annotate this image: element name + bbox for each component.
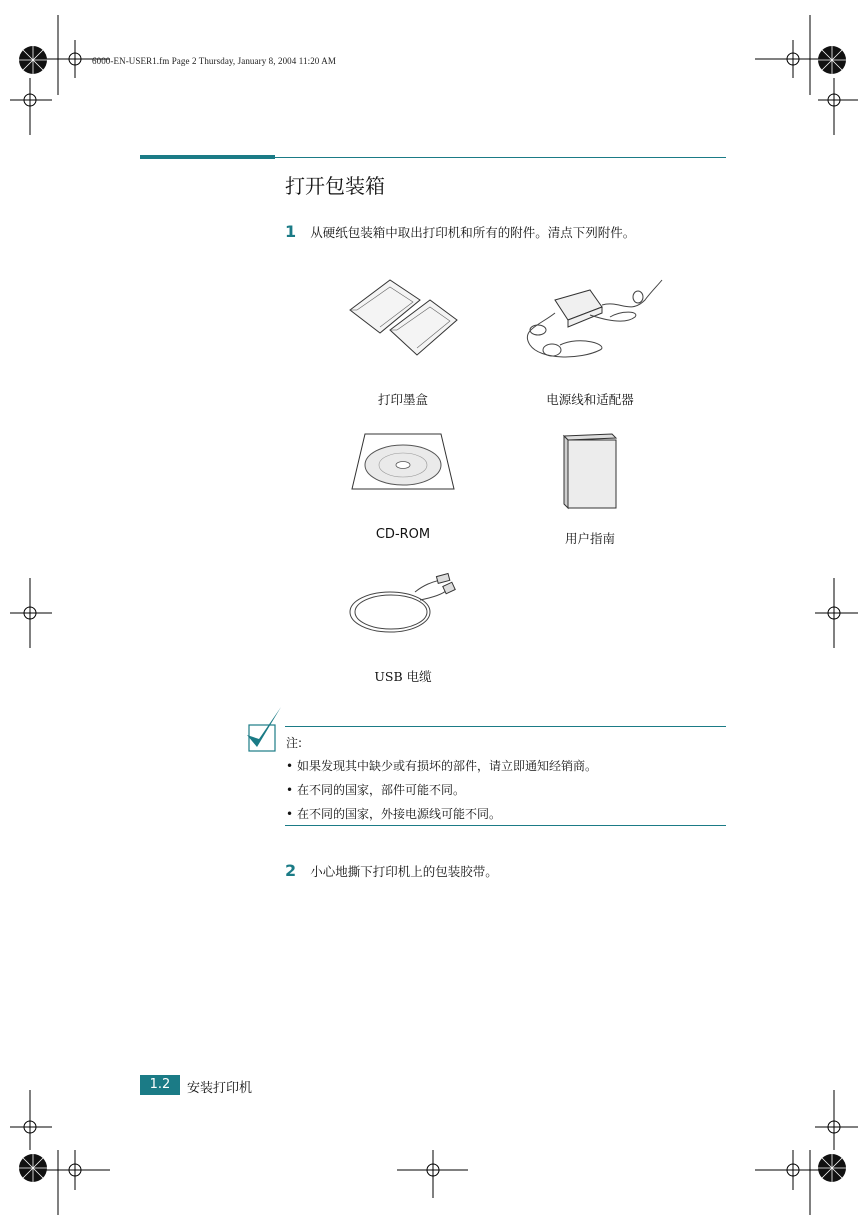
header-rule-thick <box>140 155 275 159</box>
power-adapter-icon <box>510 275 670 370</box>
note-bullet-3: • 在不同的国家，外接电源线可能不同。 <box>286 807 502 821</box>
item-label-toner: 打印墨盒 <box>377 392 428 407</box>
note-rule-bottom <box>285 825 726 826</box>
user-guide-icon <box>560 430 620 512</box>
item-label-power-adapter: 电源线和适配器 <box>546 392 634 407</box>
step-number: 2 <box>285 861 297 880</box>
step-number: 1 <box>285 222 297 241</box>
note-bullet-2: • 在不同的国家，部件可能不同。 <box>286 783 466 797</box>
footer-section-title: 安装打印机 <box>187 1081 253 1096</box>
page-number-badge: 1.2 <box>140 1075 180 1095</box>
toner-cartridge-icon <box>345 275 465 365</box>
checkmark-note-icon <box>243 705 285 755</box>
step-text: 从硬纸包装箱中取出打印机和所有的附件。清点下列附件。 <box>310 225 636 240</box>
item-label-user-guide: 用户指南 <box>564 531 615 546</box>
note-bullet-1: • 如果发现其中缺少或有损坏的部件，请立即通知经销商。 <box>286 759 598 773</box>
cd-rom-icon <box>350 432 456 492</box>
header-rule-thin <box>275 157 726 158</box>
step-text: 小心地撕下打印机上的包装胶带。 <box>310 864 498 879</box>
page-title: 打开包装箱 <box>285 174 385 198</box>
print-info-header: 6000-EN-USER1.fm Page 2 Thursday, January 8, 2004 11:20 AM <box>92 56 336 66</box>
step-2 <box>285 861 498 880</box>
item-label-usb-cable: USB 电缆 <box>374 669 432 684</box>
note-label: 注: <box>286 736 303 750</box>
step-1 <box>285 222 635 241</box>
usb-cable-icon <box>345 572 460 637</box>
item-label-cd-rom: CD-ROM <box>375 527 431 542</box>
note-rule-top <box>285 726 726 727</box>
